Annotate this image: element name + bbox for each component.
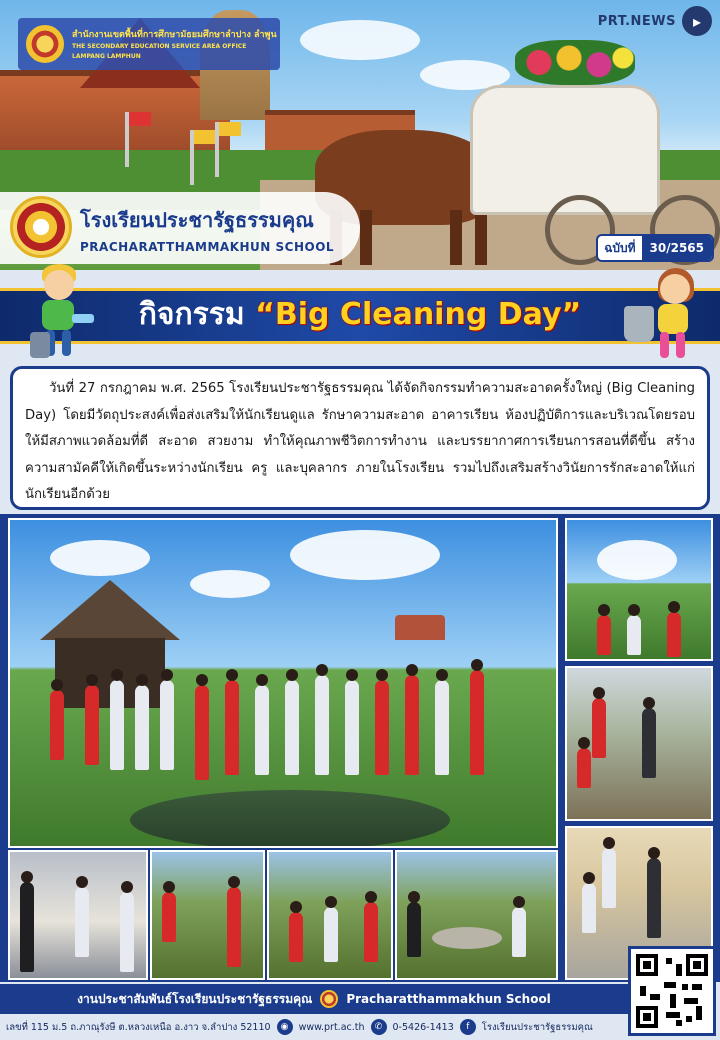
- field-photo: [565, 518, 713, 661]
- footer-address: เลขที่ 115 ม.5 ถ.ภาณุรังษี ต.หลวงเหนือ อ.งาว จ.ลำปาง 52110: [6, 1021, 271, 1033]
- flag-icon: [215, 122, 219, 177]
- title-thai: กิจกรรม: [138, 297, 245, 332]
- footer-contact: [0, 1014, 720, 1040]
- table-area-photo: [395, 850, 558, 980]
- cartoon-boy-illustration: [22, 262, 102, 362]
- horse-leg-shape: [450, 210, 462, 265]
- photo-collage: [0, 514, 720, 982]
- title-english: “Big Cleaning Day”: [255, 297, 582, 332]
- agency-name-en-1: THE SECONDARY EDUCATION SERVICE AREA OFFICE: [72, 43, 247, 50]
- footer-phone[interactable]: 0-5426-1413: [392, 1021, 454, 1033]
- yard-sweeping-photo: [565, 666, 713, 821]
- issue-label: ฉบับที่: [604, 240, 636, 255]
- header-banner: [0, 0, 720, 270]
- school-emblem-icon: [10, 196, 72, 258]
- agency-emblem-icon: [26, 25, 64, 63]
- flag-icon: [125, 112, 129, 167]
- qr-code-icon[interactable]: [628, 946, 716, 1036]
- cloud-shape: [300, 20, 420, 60]
- school-name-th: โรงเรียนประชารัฐธรรมคุณ: [80, 208, 314, 232]
- news-play-icon: ▸: [682, 6, 712, 36]
- issue-number: 30/2565: [642, 236, 712, 260]
- indoor-cleaning-photo: [8, 850, 148, 980]
- footer-banner: [0, 984, 628, 1014]
- brand-logo: [598, 6, 712, 36]
- globe-icon: ◉: [277, 1019, 293, 1035]
- horse-leg-shape: [475, 210, 487, 265]
- cartoon-girl-illustration: [618, 266, 698, 366]
- footer-facebook[interactable]: โรงเรียนประชารัฐธรรมคุณ: [481, 1021, 593, 1033]
- facebook-icon: f: [460, 1019, 476, 1035]
- brand-name: PRT.NEWS: [597, 13, 676, 29]
- agency-name-en-2: LAMPANG LAMPHUN: [72, 53, 141, 60]
- footer-pr-en: Pracharatthammakhun School: [346, 992, 551, 1006]
- school-name-en: PRACHARATTHAMMAKHUN SCHOOL: [80, 240, 335, 254]
- agency-text: [72, 27, 277, 61]
- footer-pr-th: งานประชาสัมพันธ์โรงเรียนประชารัฐธรรมคุณ: [77, 991, 313, 1006]
- agency-box: [18, 18, 280, 70]
- footer-website[interactable]: www.prt.ac.th: [298, 1021, 365, 1033]
- flag-icon: [190, 130, 194, 185]
- flowers-shape: [515, 40, 635, 85]
- page-title: [0, 293, 720, 337]
- carriage-shape: [470, 85, 660, 215]
- agency-name-th: สำนักงานเขตพื้นที่การศึกษามัธยมศึกษาลำปาง ลำพูน: [72, 30, 277, 40]
- horse-leg-shape: [360, 210, 372, 265]
- building-front-photo: [267, 850, 393, 980]
- group-photo: [8, 518, 558, 848]
- description-box: [10, 366, 710, 510]
- description-text: วันที่ 27 กรกฎาคม พ.ศ. 2565 โรงเรียนประชารัฐธรรมคุณ ได้จัดกิจกรรมทำความสะอาดครั้งใหญ่ (Big Cleaning Day) โดยมีวัตถุประสงค์เพื่อส่งเสริมให้นักเรียนดูแล รักษาความสะอาด อาคารเรียน ห้องปฏิบัติการและบริเวณโดยรอบ ให้มีสภาพแวดล้อมที่ดี สะอาด สวยงาม ทำให้คุณภาพชีวิตการทำงาน และบรรยากาศการเรียนการสอนที่ดีขึ้น สร้างความสามัคคีให้เกิดขึ้นระหว่างนักเรียน ครู และบุคลากร ภายในโรงเรียน รวมไปถึงเสริมสร้างวินัยการรักสะอาดให้แก่นักเรียนอีกด้วย: [25, 381, 695, 502]
- phone-icon: ✆: [371, 1019, 387, 1035]
- school-emblem-icon: [320, 990, 338, 1008]
- issue-badge: [596, 234, 714, 262]
- garden-raking-photo: [150, 850, 265, 980]
